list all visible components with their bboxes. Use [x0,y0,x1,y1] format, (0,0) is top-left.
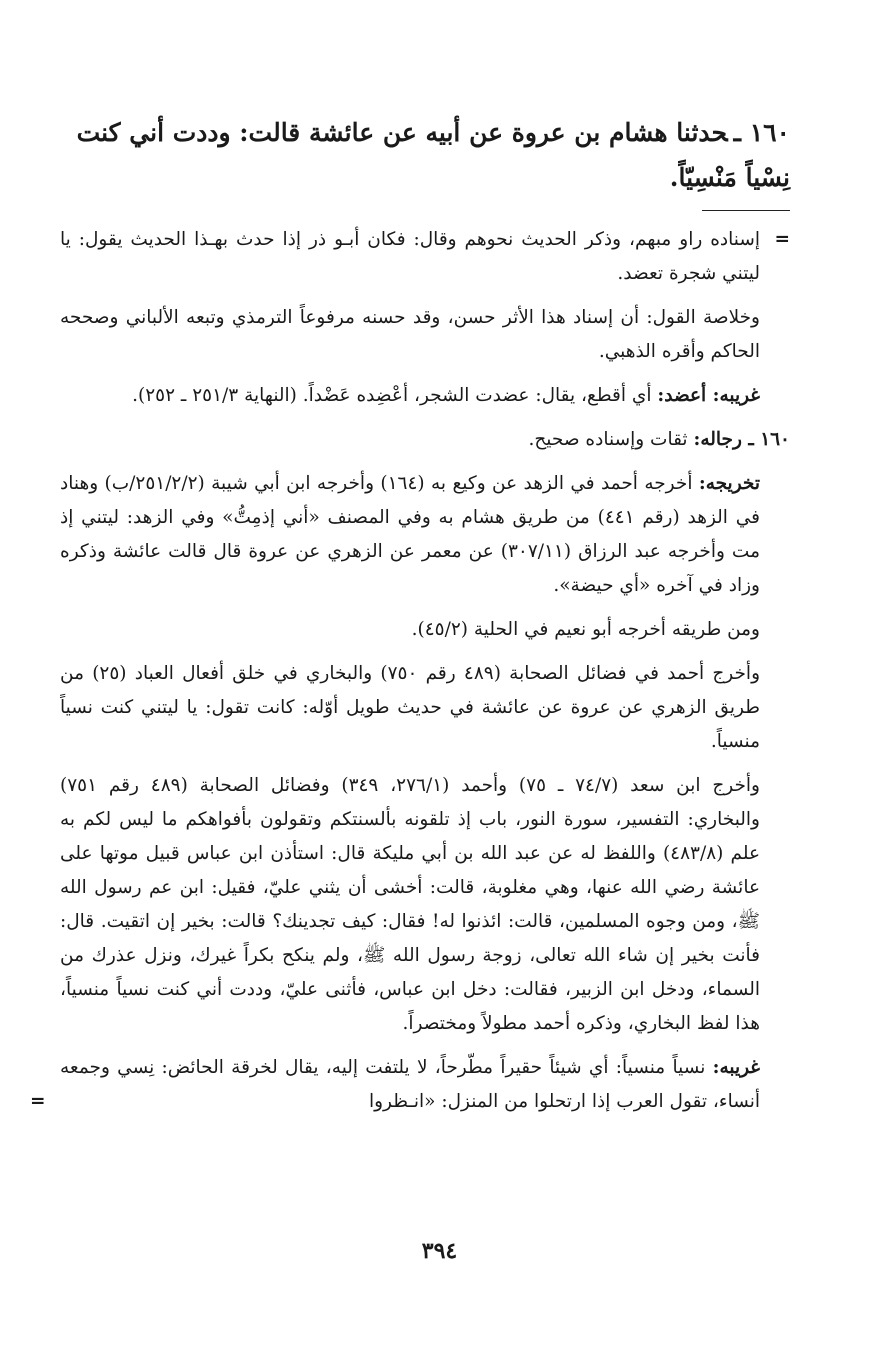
gharib2-label: غريبه: [712,1057,760,1078]
footnote-takhrij [60,467,790,603]
footnote-p6: وأخرج أحمد في فضائل الصحابة (٤٨٩ رقم ٧٥٠) والبخاري في خلق أفعال العباد (٢٥) من طريق الزهري عن عروة عن عائشة في حديث طويل أوّله: كانت تقول: يا ليتني كنت نسياً منسياً. [60,663,760,752]
footnote-p3 [60,379,790,413]
continuation-mark: = [774,229,790,250]
rijal-label: ١٦٠ ـ رجاله: [693,429,790,450]
footnote-160-rijal [60,423,790,457]
gharib-label: غريبه: أعضد: [657,385,760,406]
takhrij-text: أخرجه أحمد في الزهد عن وكيع به (١٦٤) وأخرجه ابن أبي شيبة (٢٥١/٢/٢/ب) وهناد في الزهد (رقم ٤٤١) من طريق هشام به وفي المصنف «أني إذمِتُّ» وفي الزهد: ليتني إذ مت وأخرجه عبد الرزاق (٣٠٧/١١) عن معمر عن الزهري عن عروة قال قالت عائشة وذكره وزاد في آخره «أي حيضة». [60,473,760,596]
footnote-p7: وأخرج ابن سعد (٧٤/٧ ـ ٧٥) وأحمد (٢٧٦/١، ٣٤٩) وفضائل الصحابة (٤٨٩ رقم ٧٥١) والبخاري: التفسير، سورة النور، باب إذ تلقونه بألسنتكم وتقولون بأفواهكم ما ليس لكم به علم (٤٨٣/٨) واللفظ له عن عبد الله بن أبي مليكة قال: استأذن ابن عباس قبيل موتها على عائشة رضي الله عنها، وهي مغلوبة، قالت: أخشى أن يثني عليّ، فقيل: ابن عم رسول الله ﷺ، ومن وجوه المسلمين، قالت: ائذنوا له! فقال: كيف تجدينك؟ قالت: بخير إن اتقيت. قال: فأنت بخير إن شاء الله تعالى، زوجة رسول الله ﷺ، ولم ينكح بكراً غيرك، ونزل عذرك من السماء، ودخل ابن الزبير، فقالت: دخل ابن عباس، فأثنى عليّ، وددت أني كنت نسياً منسياً، هذا لفظ البخاري، وذكره أحمد مطولاً ومختصراً. [60,775,760,1034]
footnote-separator-wrap [60,206,790,223]
hadith-160 [60,110,790,200]
footnote-continuation [60,223,790,291]
gharib2-text: نسياً منسياً: أي شيئاً حقيراً مطّرحاً، لا يلتفت إليه، يقال لخرقة الحائض: نِسي وجمعه أنساء، تقول العرب إذا ارتحلوا من المنزل: «انـظروا [60,1057,760,1112]
footnote-p5: ومن طريقه أخرجه أبو نعيم في الحلية (٤٥/٢). [411,619,760,640]
page-body [30,110,790,1129]
gharib-text: أي أقطع، يقال: عضدت الشجر، أعْضِده عَضْداً. (النهاية ٢٥١/٣ ـ ٢٥٢). [132,385,652,406]
rijal-text: ثقات وإسناده صحيح. [528,429,688,450]
hadith-text: حدثنا هشام بن عروة عن أبيه عن عائشة قالت: وددت أني كنت نِسْياً مَنْسِيّاً. [76,118,790,192]
hadith-number: ١٦٠ ـ [733,118,790,147]
footnote-separator [702,210,790,211]
footnote-p2: وخلاصة القول: أن إسناد هذا الأثر حسن، وقد حسنه مرفوعاً الترمذي وتبعه الألباني وصححه الحاكم وأقره الذهبي. [60,307,760,362]
takhrij-label: تخريجه: [698,473,760,494]
page-number: ٣٩٤ [421,1238,458,1264]
continuation-end-mark: = [30,1091,46,1112]
footnote-p1: إسناده راو مبهم، وذكر الحديث نحوهم وقال: فكان أبـو ذر إذا حدث بهـذا الحديث يقول: يا ليتني شجرة تعضد. [60,229,760,284]
footnote-p8 [30,1051,790,1119]
